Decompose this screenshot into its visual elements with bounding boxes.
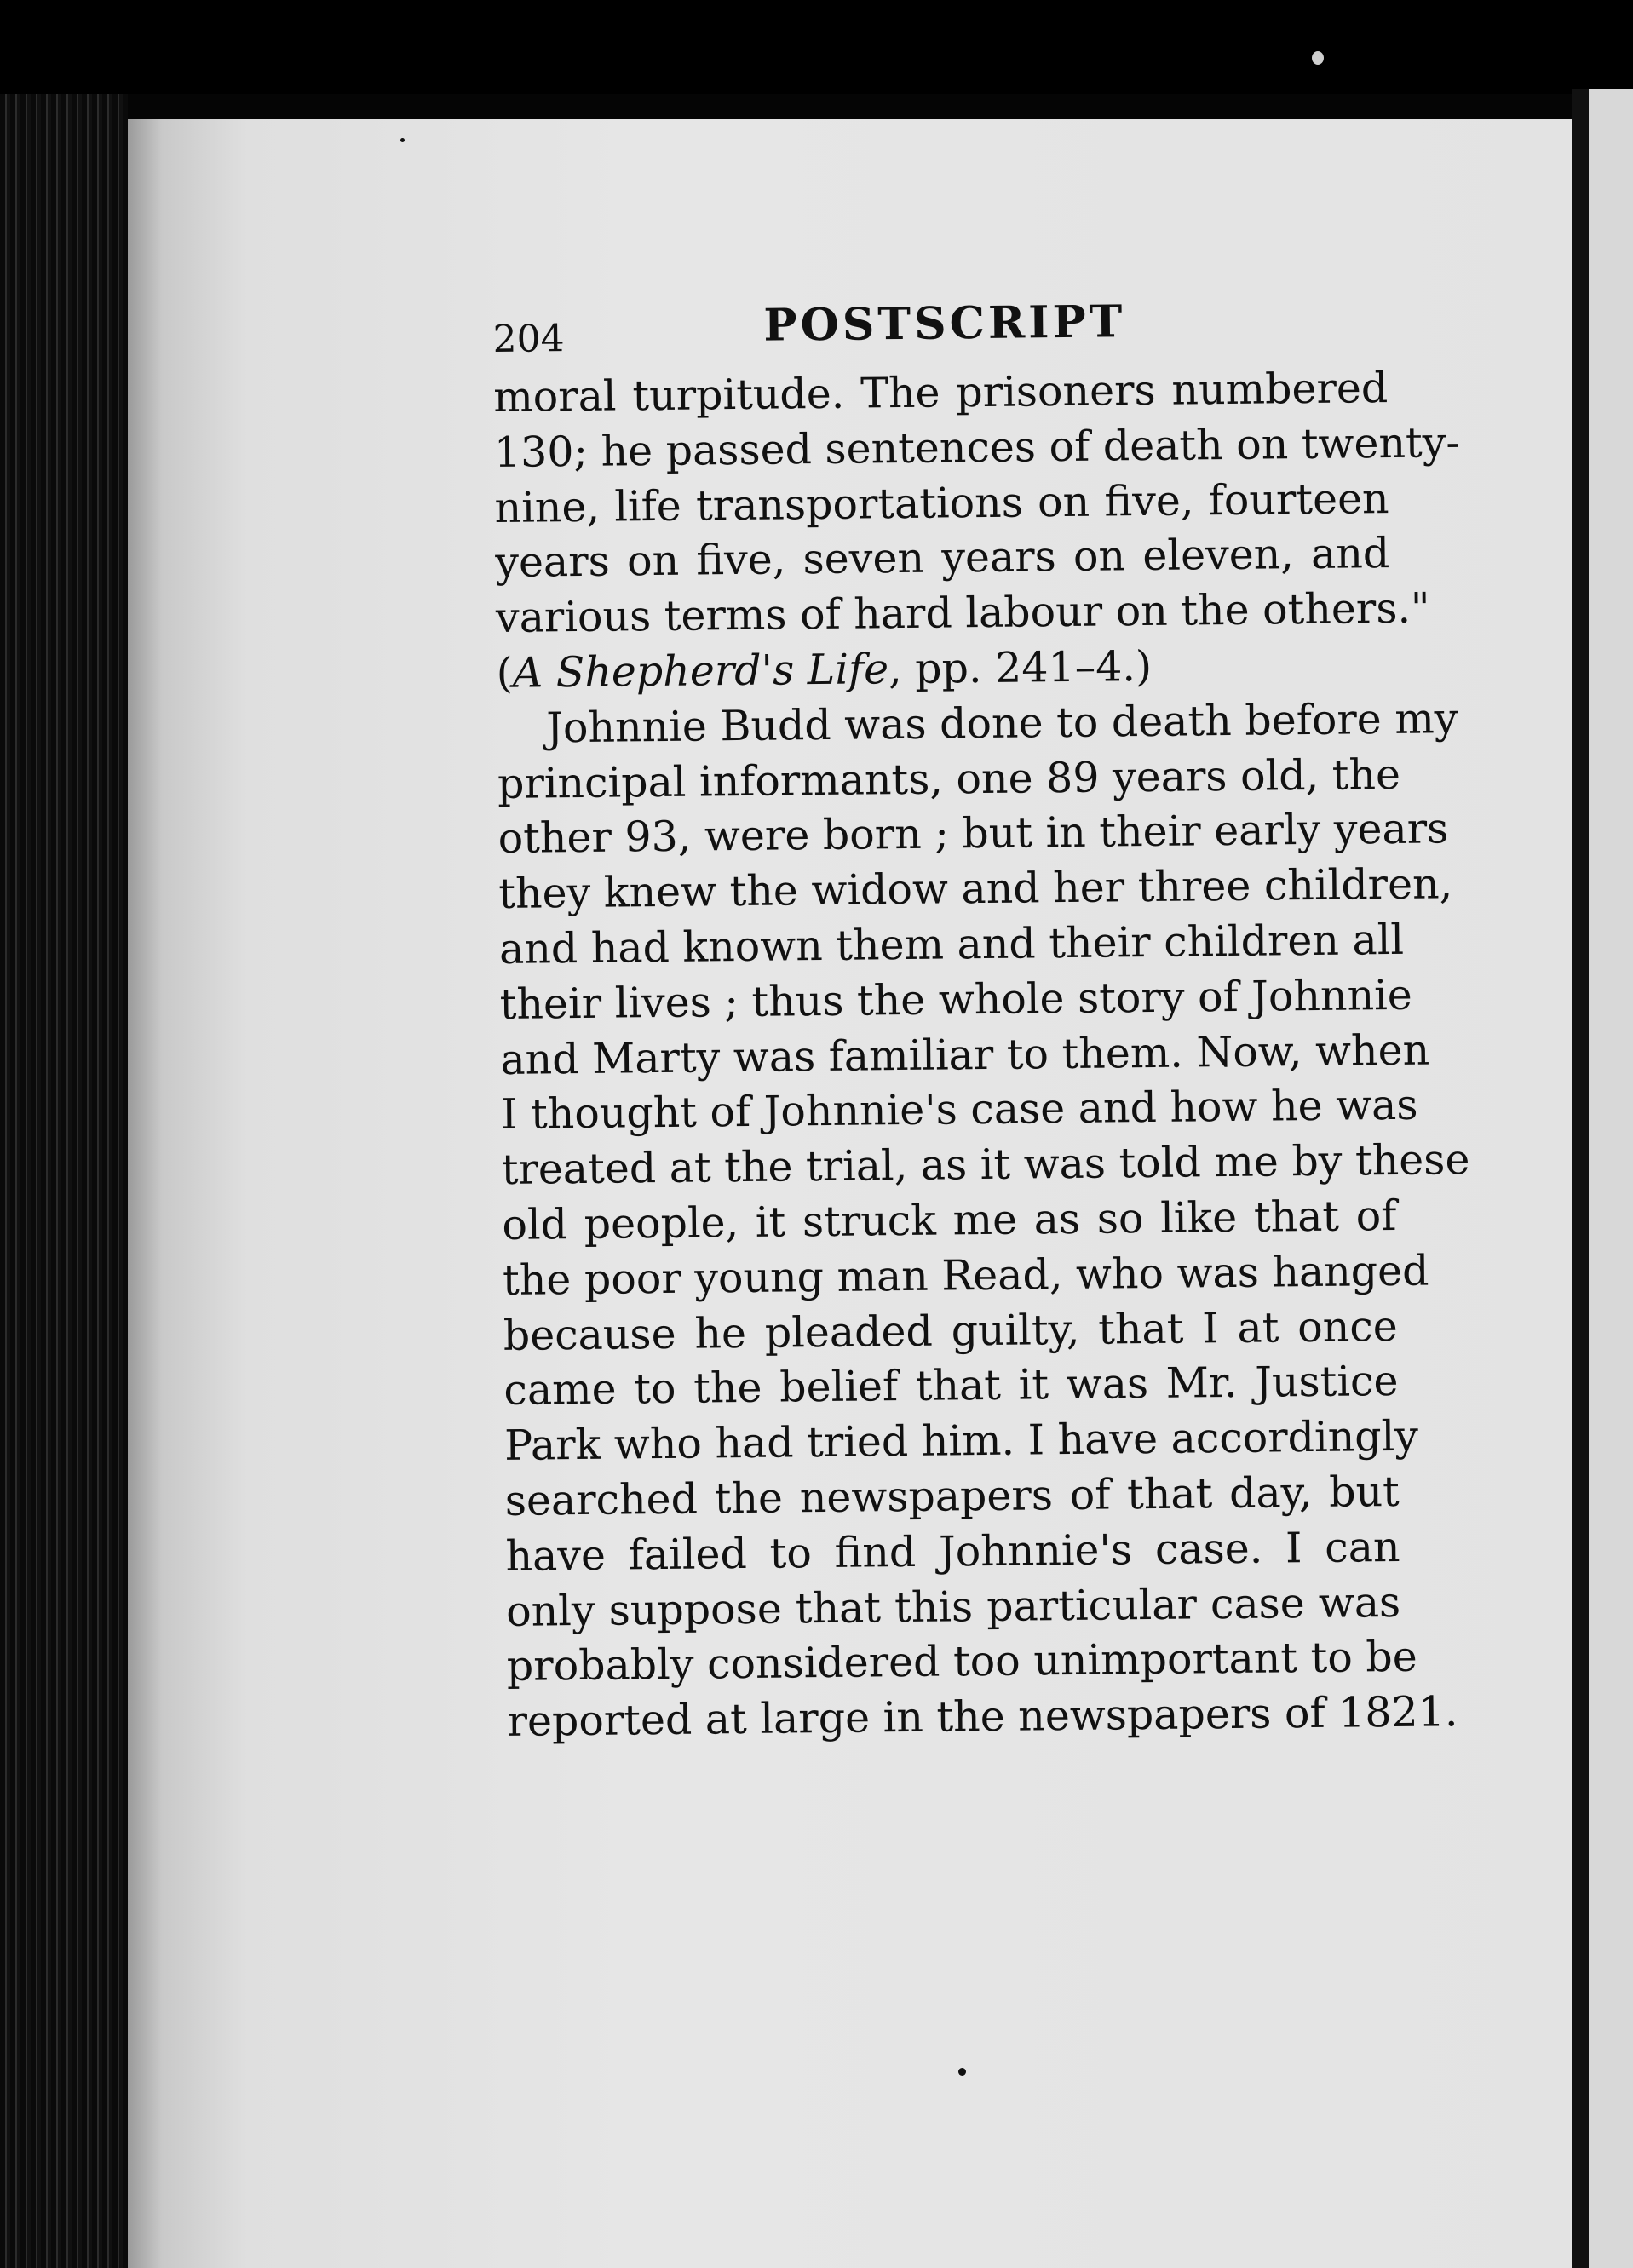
- text-line: years on five, seven years on eleven, and: [495, 529, 1390, 588]
- dust-speck: [400, 138, 405, 142]
- running-head: POSTSCRIPT: [763, 296, 1126, 352]
- text-line: the poor young man Read, who was hanged: [502, 1246, 1429, 1305]
- gutter-shadow: [1572, 89, 1589, 2268]
- text-line: only suppose that this particular case was: [505, 1577, 1401, 1636]
- text-line: Johnnie Budd was done to death before my: [546, 693, 1458, 753]
- text-line: and Marty was familiar to them. Now, when: [500, 1025, 1430, 1084]
- text-line: their lives ; thus the whole story of Johnnie: [499, 970, 1413, 1029]
- text-line: nine, life transportations on five, fourteen: [494, 474, 1389, 532]
- text-line: various terms of hard labour on the others.": [495, 583, 1430, 643]
- citation-line: [496, 637, 1391, 702]
- text-line: probably considered too unimportant to be: [506, 1633, 1418, 1691]
- citation-pages: , pp. 241–4.): [888, 641, 1153, 694]
- text-line: searched the newspapers of that day, but: [504, 1467, 1400, 1525]
- text-line: principal informants, one 89 years old, the: [497, 749, 1401, 808]
- text-line: came to the belief that it was Mr. Justice: [503, 1357, 1399, 1415]
- text-line: 130; he passed sentences of death on twenty-: [493, 417, 1461, 477]
- quotation-block: [492, 361, 1461, 702]
- text-line: other 93, were born ; but in their early years: [497, 804, 1449, 864]
- text-line: have failed to find Johnnie's case. I can: [505, 1522, 1400, 1581]
- page-number: 204: [492, 317, 565, 361]
- text-line: reported at large in the newspapers of 1821.: [507, 1687, 1458, 1747]
- book-page-edges: [0, 94, 128, 2268]
- facing-page-edge: [1589, 89, 1633, 2268]
- text-line: moral turpitude. The prisoners numbered: [492, 363, 1389, 422]
- text-line: treated at the trial, as it was told me by these: [501, 1135, 1470, 1195]
- dust-speck: [1312, 51, 1324, 65]
- text-line: old people, it struck me as so like that of: [502, 1191, 1397, 1249]
- citation-open: (: [496, 648, 514, 698]
- text-line: I thought of Johnnie's case and how he was: [500, 1081, 1418, 1140]
- text-line: because he pleaded guilty, that I at once: [503, 1301, 1399, 1360]
- body-paragraph: [497, 692, 1470, 1749]
- dust-speck: [958, 2068, 966, 2076]
- text-line: and had known them and their children all: [498, 915, 1405, 973]
- page-header: [492, 284, 1413, 370]
- citation-title: A Shepherd's Life: [512, 645, 889, 698]
- page-text: [492, 284, 1470, 1750]
- scan-top-border: [0, 0, 1633, 94]
- text-line: they knew the widow and her three children,: [498, 859, 1453, 919]
- text-line: Park who had tried him. I have accordingly: [503, 1411, 1419, 1471]
